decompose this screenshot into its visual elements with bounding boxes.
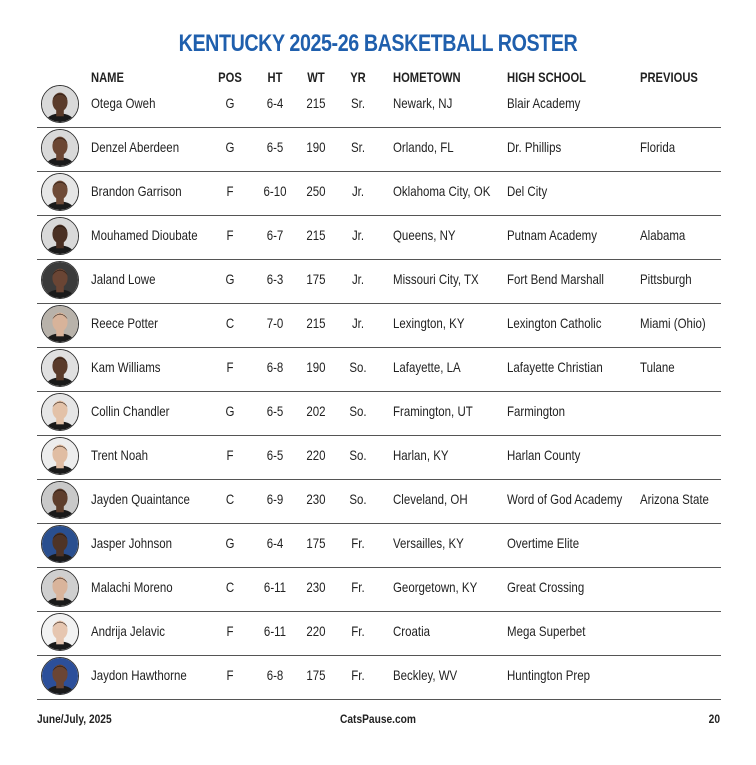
- player-high-school: Overtime Elite: [507, 535, 580, 551]
- header-wt: WT: [307, 69, 325, 85]
- player-ht: 6-3: [266, 271, 284, 287]
- header-ht: HT: [267, 69, 283, 85]
- player-hometown: Lexington, KY: [393, 315, 465, 331]
- player-yr: Jr.: [351, 183, 365, 199]
- player-hometown: Lafayette, LA: [393, 359, 461, 375]
- player-hometown: Cleveland, OH: [393, 491, 468, 507]
- player-ht: 6-11: [263, 623, 287, 639]
- player-wt: 215: [306, 315, 326, 331]
- player-high-school: Great Crossing: [507, 579, 585, 595]
- player-ht: 6-11: [263, 579, 287, 595]
- table-row: [37, 567, 721, 612]
- player-ht: 6-7: [266, 227, 284, 243]
- player-pos: F: [226, 447, 234, 463]
- table-row: [37, 215, 721, 260]
- player-wt: 250: [306, 183, 326, 199]
- player-previous: Florida: [640, 139, 676, 155]
- player-headshot: [41, 657, 79, 695]
- player-name: Kam Williams: [91, 359, 161, 375]
- player-yr: Fr.: [351, 535, 365, 551]
- footer-date: June/July, 2025: [37, 712, 112, 726]
- player-headshot: [41, 85, 79, 123]
- player-headshot: [41, 129, 79, 167]
- player-high-school: Dr. Phillips: [507, 139, 562, 155]
- player-wt: 190: [306, 359, 326, 375]
- player-high-school: Lexington Catholic: [507, 315, 602, 331]
- page-title: KENTUCKY 2025-26 BASKETBALL ROSTER: [178, 30, 578, 57]
- player-hometown: Harlan, KY: [393, 447, 449, 463]
- player-high-school: Fort Bend Marshall: [507, 271, 604, 287]
- player-pos: F: [226, 227, 234, 243]
- player-wt: 175: [306, 667, 326, 683]
- player-name: Jasper Johnson: [91, 535, 173, 551]
- player-high-school: Blair Academy: [507, 95, 581, 111]
- table-row: [37, 479, 721, 524]
- player-name: Reece Potter: [91, 315, 159, 331]
- player-headshot: [41, 217, 79, 255]
- footer-page-number: 20: [708, 712, 720, 726]
- player-name: Andrija Jelavic: [91, 623, 166, 639]
- player-ht: 6-5: [266, 447, 284, 463]
- table-row: [37, 435, 721, 480]
- player-yr: So.: [349, 359, 367, 375]
- player-previous: Miami (Ohio): [640, 315, 706, 331]
- player-hometown: Versailles, KY: [393, 535, 464, 551]
- player-wt: 175: [306, 271, 326, 287]
- player-wt: 230: [306, 579, 326, 595]
- player-previous: Tulane: [640, 359, 675, 375]
- player-ht: 6-8: [266, 359, 284, 375]
- player-hometown: Queens, NY: [393, 227, 456, 243]
- player-headshot: [41, 305, 79, 343]
- player-ht: 7-0: [266, 315, 284, 331]
- player-ht: 6-10: [263, 183, 287, 199]
- player-name: Trent Noah: [91, 447, 149, 463]
- player-headshot: [41, 437, 79, 475]
- header-previous: PREVIOUS: [640, 69, 698, 85]
- player-previous: Pittsburgh: [640, 271, 692, 287]
- player-hometown: Beckley, WV: [393, 667, 458, 683]
- player-pos: C: [225, 491, 235, 507]
- player-pos: G: [225, 95, 235, 111]
- player-hometown: Newark, NJ: [393, 95, 453, 111]
- player-name: Jayden Quaintance: [91, 491, 190, 507]
- player-previous: Arizona State: [640, 491, 709, 507]
- player-wt: 215: [306, 227, 326, 243]
- table-row: [37, 303, 721, 348]
- player-pos: F: [226, 359, 234, 375]
- player-pos: G: [225, 139, 235, 155]
- player-hometown: Croatia: [393, 623, 431, 639]
- player-name: Jaydon Hawthorne: [91, 667, 187, 683]
- table-row: [37, 347, 721, 392]
- player-yr: Jr.: [351, 271, 365, 287]
- player-high-school: Putnam Academy: [507, 227, 597, 243]
- player-wt: 215: [306, 95, 326, 111]
- player-high-school: Del City: [507, 183, 548, 199]
- player-headshot: [41, 173, 79, 211]
- header-high-school: HIGH SCHOOL: [507, 69, 587, 85]
- player-headshot: [41, 569, 79, 607]
- player-yr: So.: [349, 491, 367, 507]
- player-headshot: [41, 393, 79, 431]
- player-wt: 175: [306, 535, 326, 551]
- player-wt: 190: [306, 139, 326, 155]
- player-pos: G: [225, 403, 235, 419]
- player-name: Collin Chandler: [91, 403, 170, 419]
- player-name: Brandon Garrison: [91, 183, 182, 199]
- table-row: [37, 391, 721, 436]
- player-previous: Alabama: [640, 227, 686, 243]
- player-ht: 6-8: [266, 667, 284, 683]
- player-high-school: Farmington: [507, 403, 566, 419]
- player-pos: C: [225, 315, 235, 331]
- player-headshot: [41, 481, 79, 519]
- header-yr: YR: [350, 69, 366, 85]
- player-ht: 6-5: [266, 403, 284, 419]
- player-name: Otega Oweh: [91, 95, 156, 111]
- player-name: Mouhamed Dioubate: [91, 227, 198, 243]
- player-wt: 230: [306, 491, 326, 507]
- player-yr: Fr.: [351, 579, 365, 595]
- player-ht: 6-5: [266, 139, 284, 155]
- player-pos: F: [226, 623, 234, 639]
- player-yr: Sr.: [350, 139, 366, 155]
- player-headshot: [41, 525, 79, 563]
- table-row: [37, 127, 721, 172]
- player-pos: F: [226, 183, 234, 199]
- player-pos: C: [225, 579, 235, 595]
- table-row: [37, 171, 721, 216]
- table-row: [37, 655, 721, 700]
- player-hometown: Missouri City, TX: [393, 271, 479, 287]
- player-yr: Jr.: [351, 315, 365, 331]
- player-pos: G: [225, 535, 235, 551]
- player-yr: So.: [349, 447, 367, 463]
- player-high-school: Lafayette Christian: [507, 359, 603, 375]
- player-pos: F: [226, 667, 234, 683]
- player-yr: Fr.: [351, 623, 365, 639]
- player-wt: 220: [306, 623, 326, 639]
- player-hometown: Orlando, FL: [393, 139, 454, 155]
- footer-site: CatsPause.com: [340, 712, 416, 726]
- player-ht: 6-9: [266, 491, 284, 507]
- player-headshot: [41, 349, 79, 387]
- player-name: Jaland Lowe: [91, 271, 156, 287]
- table-row: [37, 259, 721, 304]
- player-yr: So.: [349, 403, 367, 419]
- player-headshot: [41, 613, 79, 651]
- header-name: NAME: [91, 69, 124, 85]
- player-hometown: Framington, UT: [393, 403, 473, 419]
- player-high-school: Huntington Prep: [507, 667, 590, 683]
- player-high-school: Mega Superbet: [507, 623, 586, 639]
- player-name: Malachi Moreno: [91, 579, 173, 595]
- player-high-school: Harlan County: [507, 447, 581, 463]
- player-headshot: [41, 261, 79, 299]
- player-ht: 6-4: [266, 95, 284, 111]
- player-name: Denzel Aberdeen: [91, 139, 180, 155]
- table-row: [37, 83, 721, 128]
- player-hometown: Georgetown, KY: [393, 579, 478, 595]
- player-yr: Jr.: [351, 227, 365, 243]
- table-row: [37, 523, 721, 568]
- player-high-school: Word of God Academy: [507, 491, 623, 507]
- player-ht: 6-4: [266, 535, 284, 551]
- player-pos: G: [225, 271, 235, 287]
- player-yr: Sr.: [350, 95, 366, 111]
- table-row: [37, 611, 721, 656]
- header-hometown: HOMETOWN: [393, 69, 461, 85]
- player-yr: Fr.: [351, 667, 365, 683]
- player-wt: 202: [306, 403, 326, 419]
- header-pos: POS: [218, 69, 242, 85]
- player-wt: 220: [306, 447, 326, 463]
- player-hometown: Oklahoma City, OK: [393, 183, 491, 199]
